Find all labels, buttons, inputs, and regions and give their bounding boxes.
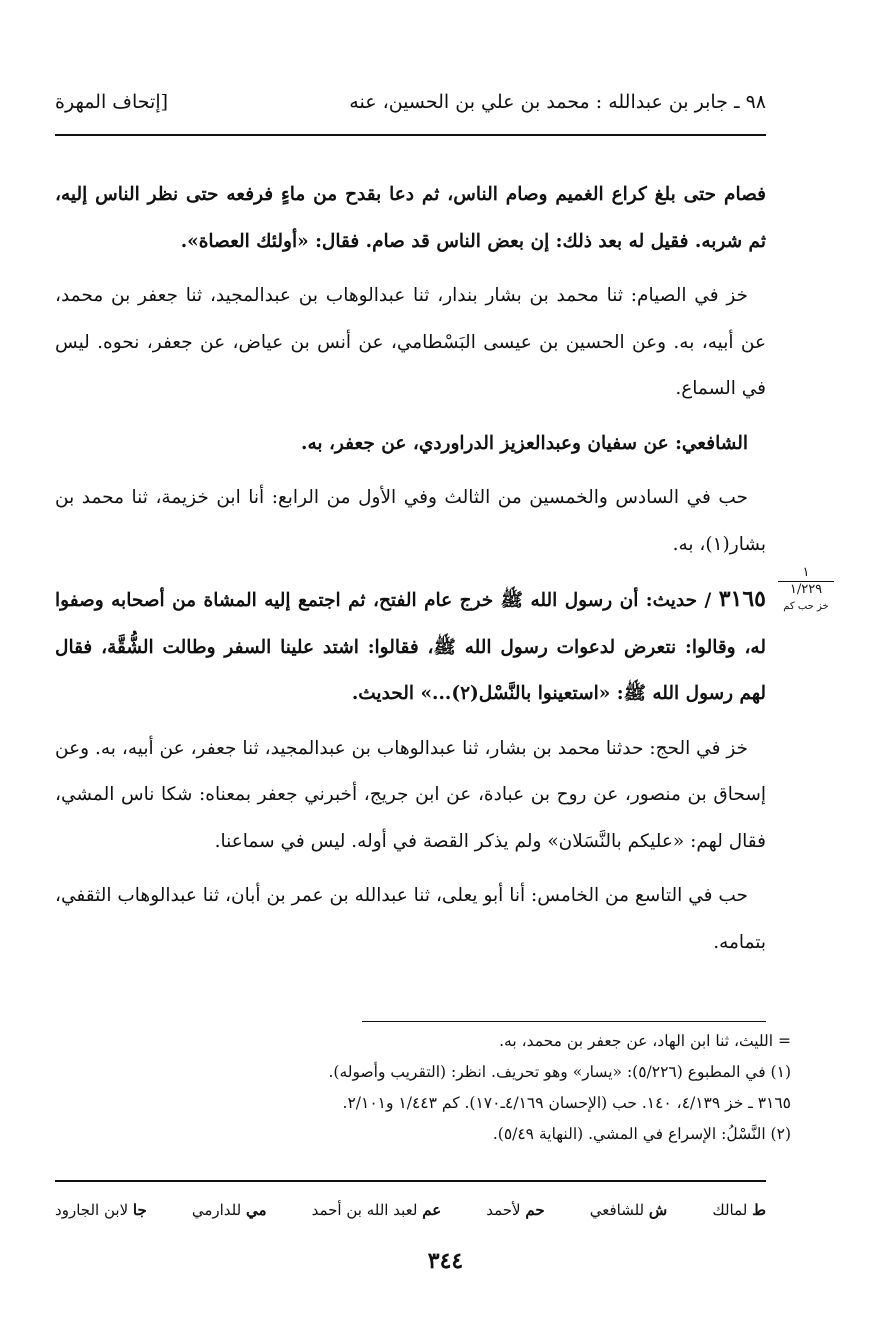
margin-denominator: ١/٢٢٩ <box>778 581 834 598</box>
takhrij-paragraph: خز في الحج: حدثنا محمد بن بشار، ثنا عبدالوهاب بن عبدالمجيد، ثنا جعفر، عن أبيه، به. وعن إسحاق بن منصور، عن روح بن عبادة، عن ابن جريج، أخبرني جعفر بمعناه: شكا ناس المشي، فقال لهم: «عليكم بالنَّسَلان» ولم يذكر القصة في أوله. ليس في سماعنا. <box>55 737 766 852</box>
header-rule <box>55 134 766 136</box>
abbrev-item: ط لمالك <box>712 1201 766 1219</box>
page-number: ٣٤٤ <box>427 1248 464 1274</box>
abbrev-rule <box>55 1180 766 1182</box>
footnote: = الليث، ثنا ابن الهاد، عن جعفر بن محمد، به. <box>499 1032 791 1050</box>
margin-numerator: ١ <box>802 565 810 580</box>
footnote: (٢) النَّسْلُ: الإسراع في المشي. (النهاية ٥/٤٩). <box>492 1125 791 1143</box>
abbrev-item: حم لأحمد <box>486 1201 545 1219</box>
abbrev-item: ش للشافعي <box>589 1201 668 1219</box>
hadith-paragraph <box>55 576 766 718</box>
footnote: ٣١٦٥ ـ خز ٤/١٣٩، ١٤٠. حب (الإحسان ٤/١٦٩ـ١٧٠). كم ١/٤٤٣ و٢/١٠١. <box>342 1094 791 1112</box>
takhrij-paragraph: حب في السادس والخمسين من الثالث وفي الأول من الرابع: أنا ابن خزيمة، ثنا محمد بن بشار(١)، به. <box>55 487 766 555</box>
abbreviation-key <box>55 1195 766 1225</box>
takhrij-paragraph: الشافعي: عن سفيان وعبدالعزيز الدراوردي، عن جعفر، به. <box>301 432 748 454</box>
book-title: [إتحاف المهرة <box>55 91 169 113</box>
hadith-slash: / <box>704 590 712 611</box>
footnote: (١) في المطبوع (٥/٢٢٦): «يسار» وهو تحريف. انظر: (التقريب وأصوله). <box>328 1063 791 1081</box>
chapter-title: ٩٨ ـ جابر بن عبدالله : محمد بن علي بن الحسين، عنه <box>349 91 766 113</box>
abbrev-item: عم لعبد الله بن أحمد <box>311 1201 442 1219</box>
main-text <box>55 172 766 974</box>
takhrij-paragraph: خز في الصيام: ثنا محمد بن بشار بندار، ثنا عبدالوهاب بن عبدالمجيد، ثنا جعفر بن محمد، عن أبيه، به. وعن الحسين بن عيسى البَسْطامي، عن أنس بن عياض، عن جعفر، نحوه. ليس في السماع. <box>55 285 766 399</box>
margin-source-tags: خز حب كم <box>783 601 829 612</box>
footnotes <box>55 1026 791 1150</box>
takhrij-paragraph: حب في التاسع من الخامس: أنا أبو يعلى، ثنا عبدالله بن عمر بن أبان، ثنا عبدالوهاب الثقفي، بتمامه. <box>55 885 766 953</box>
running-header <box>55 85 766 119</box>
hadith-number: ٣١٦٥ <box>718 586 766 612</box>
abbrev-item: جا لابن الجارود <box>55 1201 147 1219</box>
hadith-continuation: فصام حتى بلغ كراع الغميم وصام الناس، ثم دعا بقدح من ماءٍ فرفعه حتى نظر الناس إليه، ثم شربه. فقيل له بعد ذلك: إن بعض الناس قد صام. فقال: «أولئك العصاة». <box>55 184 766 252</box>
footnote-rule <box>362 1021 766 1022</box>
hadith-text: حديث: أن رسول الله ﷺ خرج عام الفتح، ثم اجتمع إليه المشاة من أصحابه وصفوا له، وقالوا: نتعرض لدعوات رسول الله ﷺ، فقالوا: اشتد علينا السفر وطالت الشُّقَّة، فقال لهم رسول الله ﷺ: «استعينوا بالنَّسْل(٢)...» الحديث. <box>55 590 766 704</box>
margin-reference <box>778 565 834 615</box>
abbrev-item: مي للدارمي <box>191 1201 267 1219</box>
